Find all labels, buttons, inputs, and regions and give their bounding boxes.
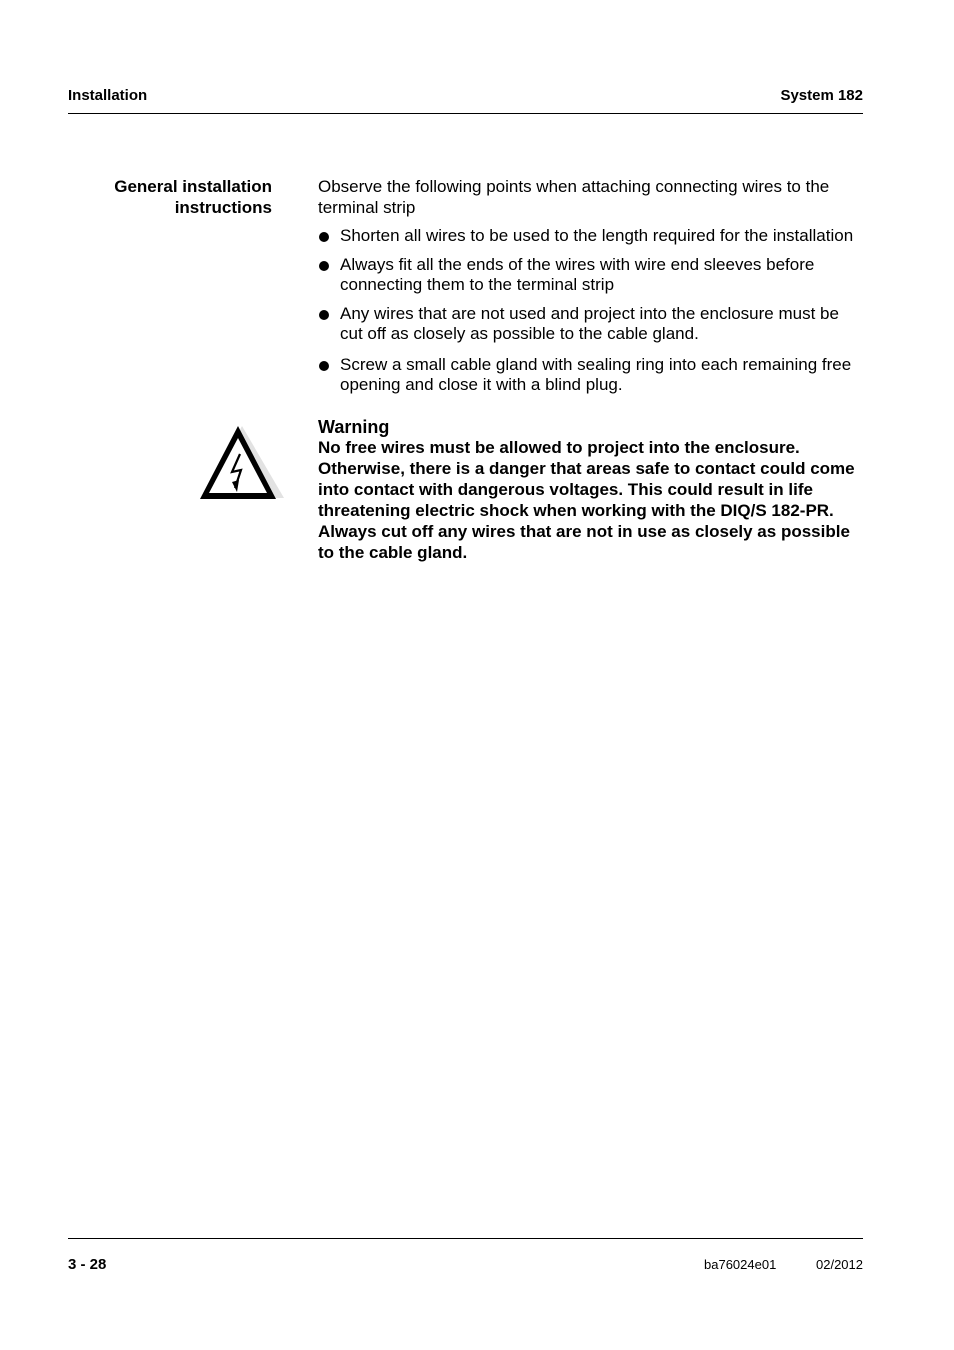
list-item-text: Screw a small cable gland with sealing ring into each remaining free opening and close it with a blind plug. (340, 355, 852, 394)
list-item-text: Shorten all wires to be used to the length required for the installation (340, 226, 854, 245)
bullet-icon (319, 310, 329, 320)
list-item (318, 304, 866, 344)
header-product-name: System 182 (780, 87, 863, 104)
document-id: ba76024e01 (704, 1257, 777, 1272)
intro-paragraph: Observe the following points when attaching connecting wires to the terminal strip (318, 177, 830, 217)
list-item (318, 226, 866, 246)
header-chapter-title: Installation (68, 87, 148, 104)
list-item (318, 355, 866, 395)
page-footer (68, 1238, 863, 1273)
list-item (318, 255, 866, 295)
page-header (68, 86, 863, 114)
warning-text: No free wires must be allowed to project into the enclosure. Otherwise, there is a danger that areas safe to contact could come into contact with dangerous voltages. This could result in life threatening electric shock when working with the DIQ/S 182-PR. Always cut off any wires that are not in use as closely as possible to the cable gland. (318, 438, 855, 562)
section-heading (68, 176, 272, 218)
section-heading-line-1: General installation (114, 177, 272, 196)
instruction-list (318, 226, 866, 404)
bullet-icon (319, 361, 329, 371)
page-number: 3 - 28 (68, 1256, 107, 1273)
list-item-text: Any wires that are not used and project into the enclosure must be cut off as closely as possible to the cable gland. (340, 304, 839, 343)
document-date: 02/2012 (816, 1257, 863, 1272)
bullet-icon (319, 232, 329, 242)
warning-title: Warning (318, 417, 390, 437)
electric-shock-warning-icon (196, 422, 286, 502)
list-item-text: Always fit all the ends of the wires with wire end sleeves before connecting them to the terminal strip (340, 255, 815, 294)
bullet-icon (319, 261, 329, 271)
section-heading-line-2: instructions (174, 198, 272, 217)
